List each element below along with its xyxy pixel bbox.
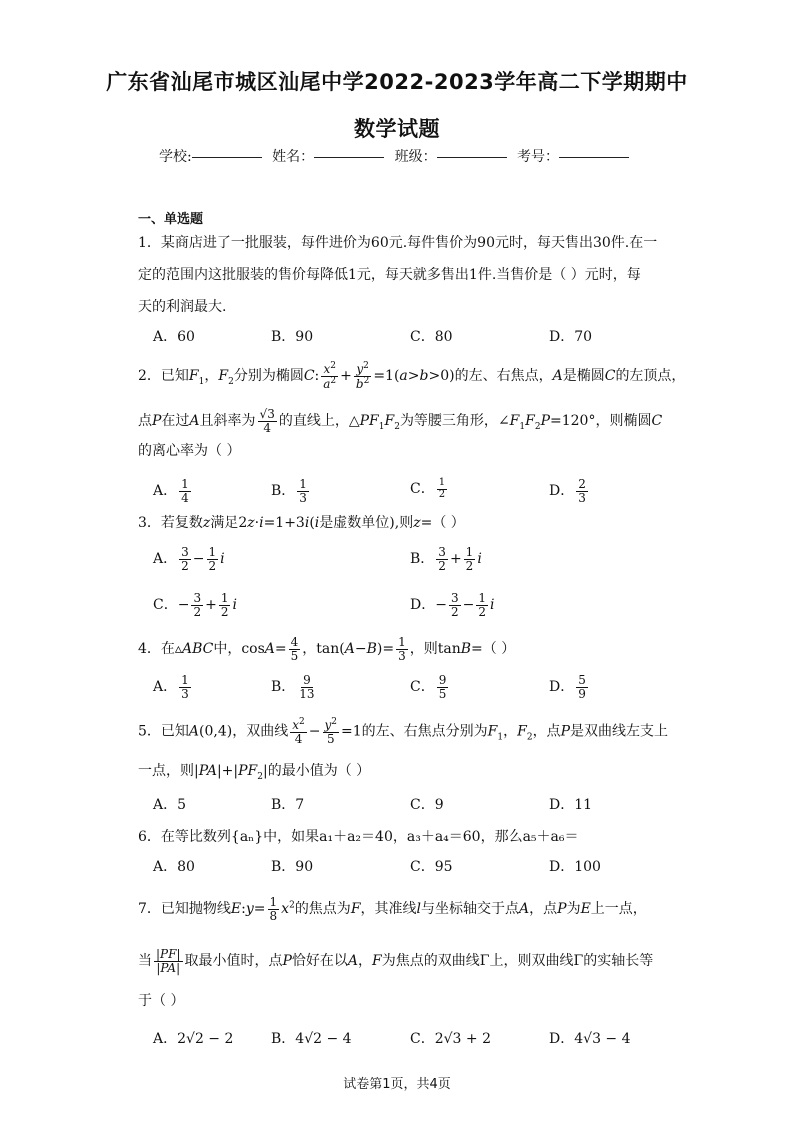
name-label: 姓名： <box>272 149 315 165</box>
q5-option-a[interactable]: A．5 <box>153 797 187 813</box>
q4-option-a[interactable]: A． $\frac{1}{3}$ <box>153 673 189 701</box>
q1-line1: 1．某商店进了一批服装，每件进价为60元.每件售价为90元时，每天售出30件.在一 <box>138 235 658 251</box>
q6-option-d[interactable]: D．100 <box>549 859 601 875</box>
q1-option-b[interactable]: B．90 <box>271 329 314 345</box>
q7-line2: 当 $\frac{|PF|}{|PA|}$ 取最小值时，点P恰好在以A，F为焦点的双曲线Γ上，则双曲线Γ的实轴长等 <box>138 947 654 975</box>
q4-option-c[interactable]: C． $\frac{9}{5}$ <box>410 673 447 701</box>
q6-option-b[interactable]: B．90 <box>271 859 314 875</box>
section-heading: 一、单选题 <box>138 212 204 227</box>
q4-option-d[interactable]: D． $\frac{5}{9}$ <box>549 673 586 701</box>
q7-option-d[interactable]: D．4√3 − 4 <box>549 1031 631 1047</box>
q1-line3: 天的利润最大. <box>138 299 227 315</box>
q1-option-c[interactable]: C．80 <box>410 329 453 345</box>
q7-line1: 7．已知抛物线E:y= $\frac{1}{8}$ $x^2$的焦点为F，其准线l与坐标轴交于点A，点P为E上一点， <box>138 895 647 923</box>
q4-option-b[interactable]: B． $\frac{9}{13}$ <box>271 673 315 701</box>
q5-line1: 5．已知A(0,4)，双曲线 $\frac{x^2}{4}$ − $\frac{y^2}{5}$ =1的左、右焦点分别为$F_1$，$F_2$，点P是双曲线左支上 <box>138 717 668 746</box>
q3-option-b[interactable]: B． $\frac{3}{2}$ + $\frac{1}{2}$ i <box>410 545 482 573</box>
q1-line2: 定的范围内这批服装的售价每降低1元，每天就多售出1件.当售价是（ ）元时，每 <box>138 267 641 283</box>
q2-option-d[interactable]: D． $\frac{2}{3}$ <box>549 477 586 505</box>
exam-subtitle: 数学试题 <box>354 117 440 141</box>
q5-option-b[interactable]: B．7 <box>271 797 305 813</box>
q7-option-a[interactable]: A．2√2 − 2 <box>153 1031 234 1047</box>
q5-option-d[interactable]: D．11 <box>549 797 593 813</box>
q6-line1: 6．在等比数列{aₙ}中，如果a₁＋a₂＝40，a₃＋a₄＝60，那么a₅＋a₆＝ <box>138 829 579 845</box>
q2-option-b[interactable]: B． $\frac{1}{3}$ <box>271 477 307 505</box>
q2-option-a[interactable]: A． $\frac{1}{4}$ <box>153 477 189 505</box>
q6-option-c[interactable]: C．95 <box>410 859 453 875</box>
q1-option-d[interactable]: D．70 <box>549 329 593 345</box>
class-label: 班级： <box>394 149 437 165</box>
q3-option-c[interactable]: C．− $\frac{3}{2}$ + $\frac{1}{2}$ i <box>153 591 237 619</box>
exam-title: 广东省汕尾市城区汕尾中学2022-2023学年高二下学期期中 <box>106 70 688 94</box>
page-footer: 试卷第1页，共4页 <box>343 1077 451 1092</box>
q6-option-a[interactable]: A．80 <box>153 859 195 875</box>
q7-option-c[interactable]: C．2√3 + 2 <box>410 1031 491 1047</box>
q3-option-a[interactable]: A． $\frac{3}{2}$ − $\frac{1}{2}$ i <box>153 545 225 573</box>
q3-option-d[interactable]: D．− $\frac{3}{2}$ − $\frac{1}{2}$ i <box>410 591 495 619</box>
q2-line2: 点P在过A且斜率为 $\frac{√3}{4}$ 的直线上，$\triangle PF_1F_2$为等腰三角形，$\angle F_1F_2P=120^\circ$，则椭圆C <box>138 407 663 435</box>
school-blank[interactable] <box>192 157 262 158</box>
q7-line3: 于（ ） <box>138 993 185 1009</box>
q4-line1: 4．在▵ABC中，cosA= $\frac{4}{5}$ ，tan(A−B)= $\frac{1}{3}$ ，则tanB=（ ） <box>138 635 516 663</box>
q2-line3: 的离心率为（ ） <box>138 443 241 459</box>
q5-option-c[interactable]: C．9 <box>410 797 444 813</box>
q2-line1: 2．已知$F_1$，$F_2$分别为椭圆C: $\frac{x^2}{a^2}$ + $\frac{y^2}{b^2}$ =1(a>b>0)的左、右焦点，A是椭圆C的左顶点， <box>138 361 686 391</box>
exam-number-label: 考号： <box>517 149 560 165</box>
q7-option-b[interactable]: B．4√2 − 4 <box>271 1031 352 1047</box>
q1-option-a[interactable]: A．60 <box>153 329 195 345</box>
q2-option-c[interactable]: C． $\frac{1}{2}$ <box>410 477 446 500</box>
exam-number-blank[interactable] <box>559 157 629 158</box>
q3-line1: 3．若复数z满足2z·i=1+3i(i是虚数单位),则z=（ ） <box>138 515 465 531</box>
q5-line2: 一点，则$|PA|+|PF_2|$的最小值为（ ） <box>138 763 371 782</box>
school-label: 学校: <box>158 149 192 165</box>
class-blank[interactable] <box>437 157 507 158</box>
name-blank[interactable] <box>314 157 384 158</box>
student-info-fields <box>0 146 794 166</box>
